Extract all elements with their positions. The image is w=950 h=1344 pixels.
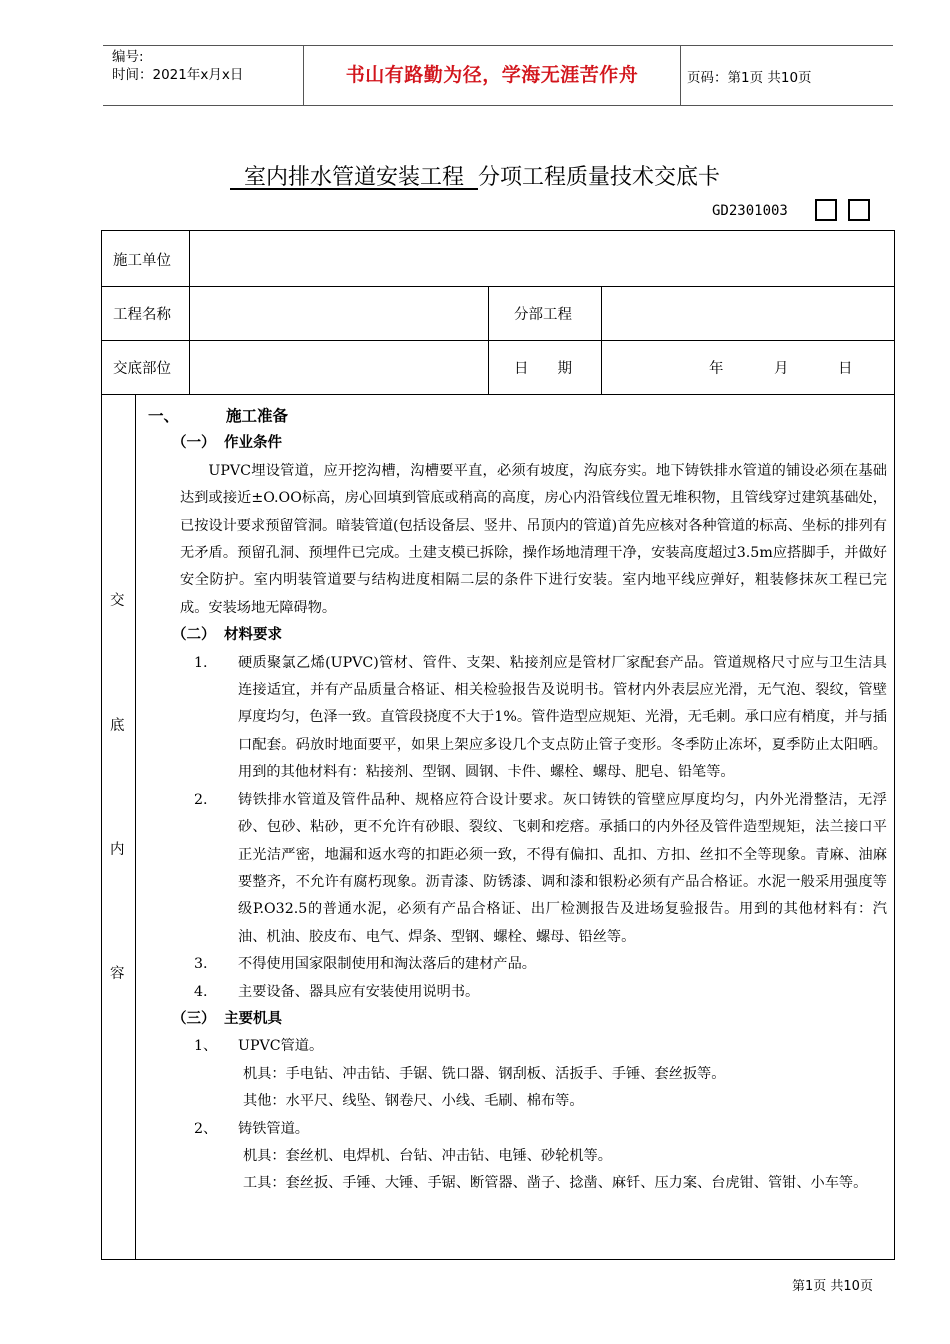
side-label-char: 容: [110, 966, 125, 982]
tool-line: 工具：套丝扳、手锤、大锤、手锯、断管器、凿子、捻凿、麻钎、压力案、台虎钳、管钳、小车等。: [243, 1175, 868, 1192]
header-motto: 书山有路勤为径，学海无涯苦作舟: [345, 64, 639, 86]
tool-line: 其他：水平尺、线坠、钢卷尺、小线、毛刷、棉布等。: [243, 1093, 584, 1110]
date-day: 日: [838, 361, 853, 377]
disclosure-content: [142, 403, 887, 1198]
material-item: [142, 787, 887, 951]
section-number: 一、: [148, 407, 180, 425]
project-value[interactable]: [191, 288, 486, 338]
col-divider: [601, 286, 602, 394]
project-label: 工程名称: [113, 307, 171, 323]
item-number: 3.: [194, 956, 208, 973]
unit-value[interactable]: [191, 232, 891, 284]
checkbox-2[interactable]: [848, 199, 870, 221]
item-text: 铸铁排水管道及管件品种、规格应符合设计要求。灰口铸铁的管壁应厚度均匀，内外光滑整洁，无浮砂、包砂、粘砂，更不允许有砂眼、裂纹、飞刺和疙瘩。承插口的内外径及管件造型规矩，法兰接口平正光洁严密，地漏和返水弯的扣距必须一致，不得有偏扣、乱扣、方扣、丝扣不全等现象。青麻、油麻要整齐，不允许有腐朽现象。沥青漆、防锈漆、调和漆和银粉必须有产品合格证。水泥一般采用强度等级P.O32.5的普通水泥，必须有产品合格证、出厂检测报告及进场复验报告。用到的其他材料有：汽油、机油、胶皮布、电气、焊条、型钢、螺栓、螺母、铅丝等。: [238, 791, 887, 945]
subsection-number: （一）: [172, 435, 216, 452]
item-text: UPVC管道。: [238, 1038, 324, 1055]
division-value[interactable]: [603, 288, 893, 338]
page-title: [0, 160, 950, 191]
material-item: [142, 951, 887, 978]
col-divider: [189, 230, 190, 394]
tool-line: 机具：手电钻、冲击钻、手锯、铣口器、钢刮板、活扳手、手锤、套丝扳等。: [243, 1065, 726, 1082]
col-divider: [488, 286, 489, 394]
header-top-line: [103, 45, 893, 46]
subsection-number: （二）: [172, 627, 216, 644]
subsection-number: （三）: [172, 1010, 216, 1027]
document-code: GD2301003: [712, 203, 788, 219]
item-text: 不得使用国家限制使用和淘汰落后的建材产品。: [238, 956, 536, 973]
side-label-char: 交: [110, 593, 125, 609]
header-page-label: 页码：第1页 共10页: [687, 70, 812, 86]
checkbox-1[interactable]: [815, 199, 837, 221]
tool-group: [142, 1116, 887, 1143]
subsection-heading: [142, 1006, 887, 1033]
material-item: [142, 979, 887, 1006]
subsection-heading: [142, 430, 887, 457]
side-label-char: 底: [110, 718, 125, 734]
division-label: 分部工程: [514, 307, 572, 323]
subsection-heading: [142, 622, 887, 649]
page-footer: 第1页 共10页: [792, 1279, 873, 1294]
section-heading: [142, 403, 887, 430]
title-suffix: 分项工程质量技术交底卡: [477, 165, 720, 190]
material-item: [142, 650, 887, 787]
time-label: 时间：2021年x月x日: [112, 67, 244, 83]
header-bottom-line: [103, 105, 893, 106]
item-number: 4.: [194, 983, 208, 1000]
tool-line: 机具：套丝机、电焊机、台钻、冲击钻、电锤、砂轮机等。: [243, 1147, 612, 1164]
header-meta: [112, 48, 243, 84]
title-project: 室内排水管道安装工程: [230, 165, 478, 190]
row-divider: [101, 394, 895, 395]
date-year: 年: [709, 361, 724, 377]
date-label: 日 期: [514, 361, 572, 377]
part-label: 交底部位: [113, 361, 171, 377]
date-month: 月: [774, 361, 789, 377]
item-number: 1、: [194, 1038, 218, 1055]
item-text: 硬质聚氯乙烯(UPVC)管材、管件、支架、粘接剂应是管材厂家配套产品。管道规格尺寸应与卫生洁具连接适宜，并有产品质量合格证、相关检验报告及说明书。管材内外表层应光滑，无气泡、裂纹，管壁厚度均匀，色泽一致。直管段挠度不大于1%。管件造型应规矩、光滑，无毛刺。承口应有梢度，并与插口配套。码放时地面要平，如果上架应多设几个支点防止管子变形。冬季防止冻坏，夏季防止太阳晒。用到的其他材料有：粘接剂、型钢、圆钢、卡件、螺栓、螺母、肥皂、铅笔等。: [238, 654, 887, 781]
work-conditions-paragraph: UPVC埋设管道，应开挖沟槽，沟槽要平直，必须有坡度，沟底夯实。地下铸铁排水管道的铺设必须在基础达到或接近±O.OO标高，房心回填到管底或稍高的高度，房心内沿管线位置无堆积物，且管线穿过建筑基础处，已按设计要求预留管洞。暗装管道(包括设备层、竖井、吊顶内的管道)首先应核对各种管道的标高、坐标的排列有无矛盾。预留孔洞、预埋件已完成。土建支模已拆除，操作场地清理干净，安装高度超过3.5m应搭脚手，并做好安全防护。室内明装管道要与结构进度相隔二层的条件下进行安装。室内地平线应弹好，粗装修抹灰工程已完成。安装场地无障碍物。: [180, 462, 887, 616]
unit-label: 施工单位: [113, 253, 171, 269]
item-text: 铸铁管道。: [238, 1120, 309, 1137]
header-divider-right: [680, 46, 681, 105]
tool-group: [142, 1033, 887, 1060]
part-value[interactable]: [191, 342, 486, 392]
item-number: 1.: [194, 654, 208, 671]
section-title: 施工准备: [226, 407, 289, 425]
item-text: 主要设备、器具应有安装使用说明书。: [238, 983, 480, 1000]
item-number: 2.: [194, 791, 208, 808]
header-divider-left: [303, 46, 304, 105]
number-label: 编号:: [112, 49, 144, 65]
item-number: 2、: [194, 1120, 218, 1137]
subsection-title: 材料要求: [224, 627, 282, 644]
subsection-title: 作业条件: [224, 435, 282, 452]
row-divider: [101, 286, 895, 287]
side-label-char: 内: [110, 842, 125, 858]
row-divider: [101, 340, 895, 341]
col-divider: [135, 394, 136, 1260]
subsection-title: 主要机具: [224, 1010, 282, 1027]
